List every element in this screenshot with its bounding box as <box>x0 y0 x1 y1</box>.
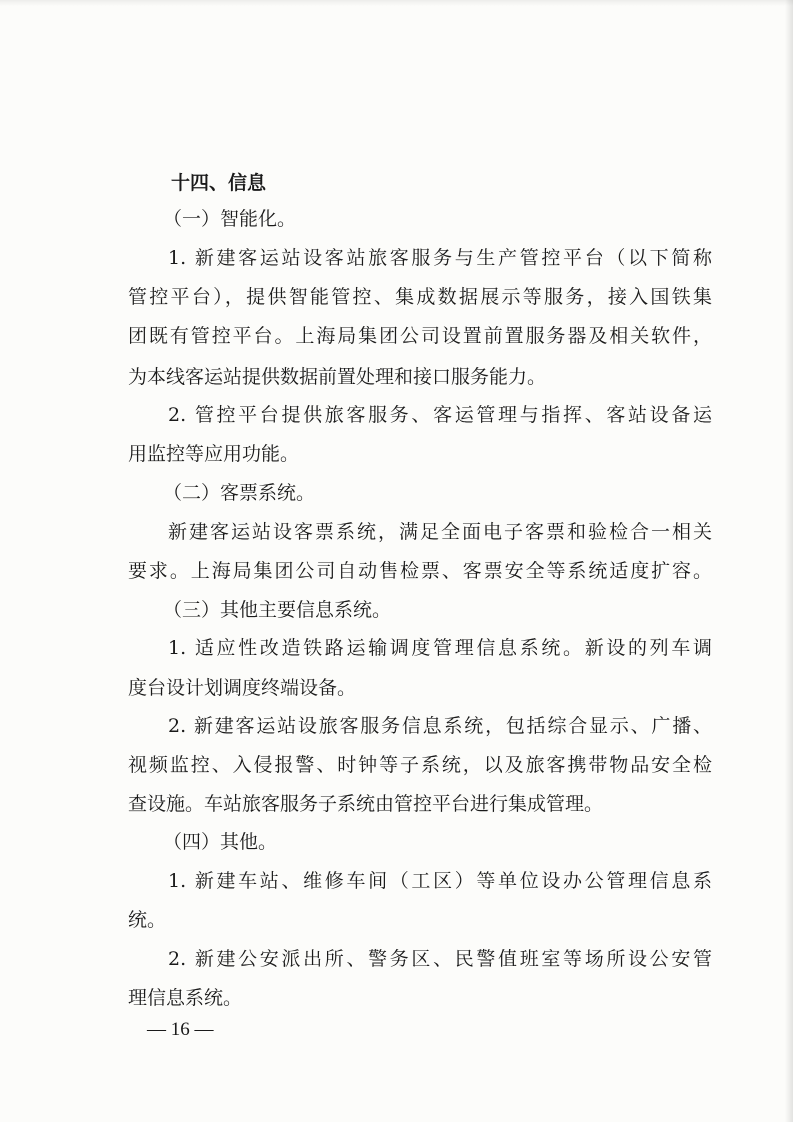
paragraph-line: 视频监控、入侵报警、时钟等子系统，以及旅客携带物品安全检 <box>128 754 712 776</box>
paragraph-line: 查设施。车站旅客服务子系统由管控平台进行集成管理。 <box>128 793 604 815</box>
paragraph-line: 2. 新建客运站设旅客服务信息系统，包括综合显示、广播、 <box>168 715 712 737</box>
paragraph-line: 新建客运站设客票系统，满足全面电子客票和验检合一相关 <box>168 521 712 543</box>
paragraph-line: 为本线客运站提供数据前置处理和接口服务能力。 <box>128 366 547 388</box>
paragraph-line: 团既有管控平台。上海局集团公司设置前置服务器及相关软件， <box>128 325 712 347</box>
subsection-title-other-systems: （三）其他主要信息系统。 <box>163 599 392 621</box>
section-heading: 十四、信息 <box>171 172 267 194</box>
paragraph-line: 统。 <box>128 909 167 931</box>
paragraph-line: 用监控等应用功能。 <box>128 443 300 465</box>
scan-shadow-right <box>785 0 793 1122</box>
paragraph-line: 理信息系统。 <box>128 987 243 1009</box>
paragraph-line: 度台设计划调度终端设备。 <box>128 677 357 699</box>
paragraph-line: 1. 新建客运站设客站旅客服务与生产管控平台（以下简称 <box>168 247 712 269</box>
scan-shadow-top <box>0 0 793 6</box>
subsection-title-ticket: （二）客票系统。 <box>163 482 316 504</box>
paragraph-line: 1. 适应性改造铁路运输调度管理信息系统。新设的列车调 <box>168 637 712 659</box>
paragraph-line: 2. 新建公安派出所、警务区、民警值班室等场所设公安管 <box>168 948 712 970</box>
page-number: — 16 — <box>147 1019 214 1040</box>
subsection-title-misc: （四）其他。 <box>163 831 278 853</box>
paragraph-line: 要求。上海局集团公司自动售检票、客票安全等系统适度扩容。 <box>128 560 712 582</box>
subsection-title-smart: （一）智能化。 <box>163 208 297 230</box>
paragraph-line: 1. 新建车站、维修车间（工区）等单位设办公管理信息系 <box>168 870 712 892</box>
paragraph-line: 管控平台），提供智能管控、集成数据展示等服务，接入国铁集 <box>128 286 712 308</box>
paragraph-line: 2. 管控平台提供旅客服务、客运管理与指挥、客站设备运 <box>168 404 712 426</box>
